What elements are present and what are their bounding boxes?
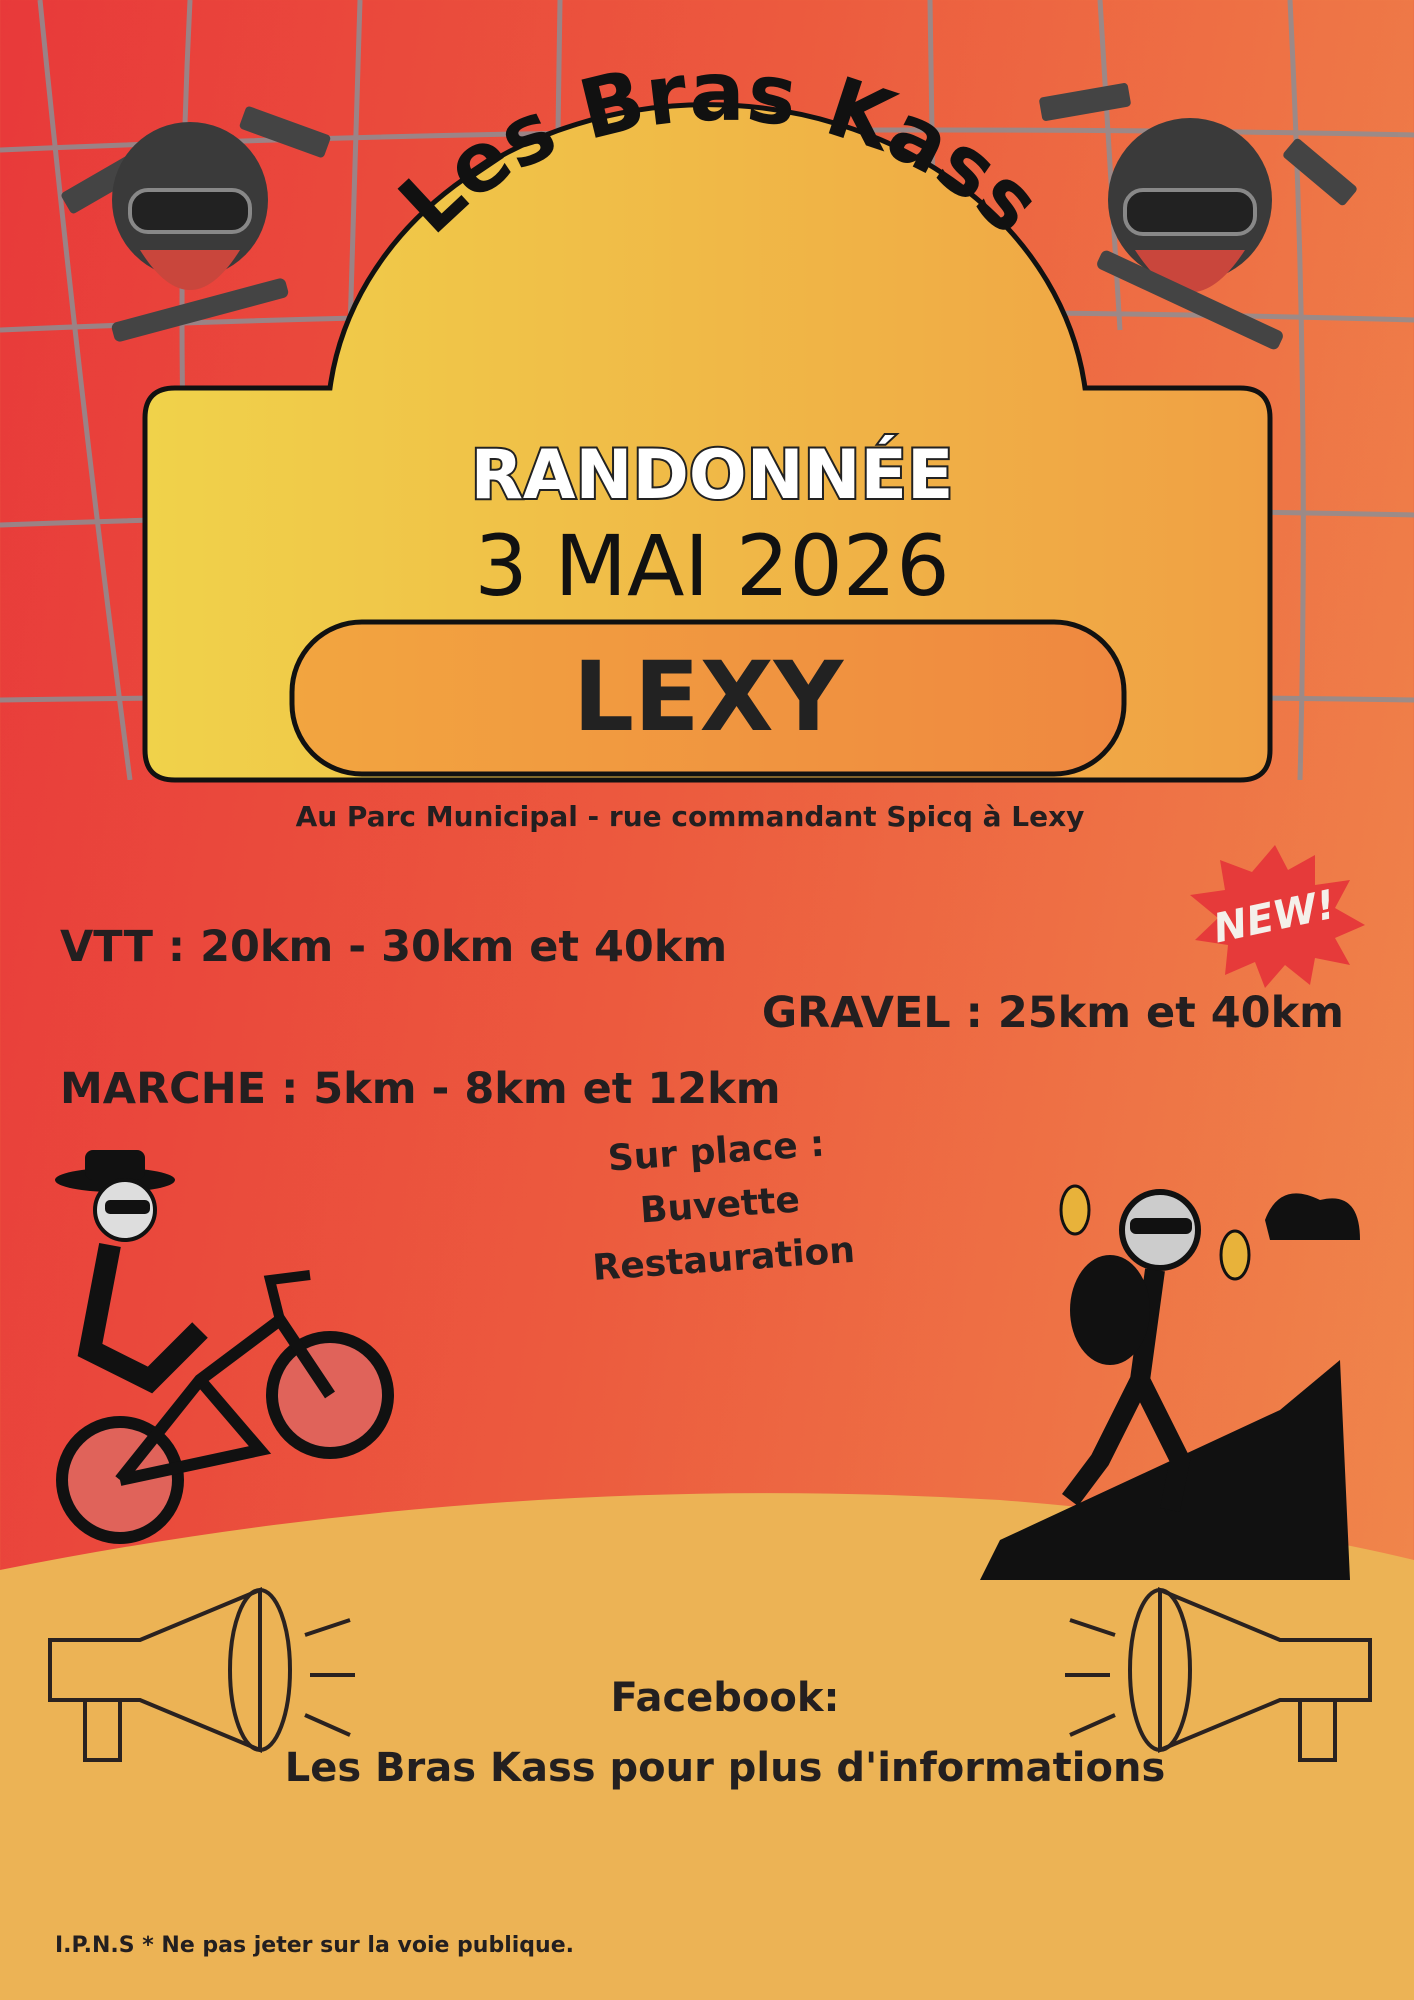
contact-text: Les Bras Kass pour plus d'informations: [284, 1745, 1166, 1791]
footer-notice: I.P.N.S * Ne pas jeter sur la voie publique.: [55, 1933, 574, 1958]
on-site-item: Buvette: [638, 1179, 802, 1232]
event-town: LEXY: [572, 641, 844, 753]
skeleton-cyclist-illustration: [30, 1150, 410, 1550]
new-badge-text: NEW!: [1209, 881, 1340, 953]
event-date: 3 MAI 2026: [474, 517, 950, 615]
event-address: Au Parc Municipal - rue commandant Spicq à Lexy: [295, 800, 1085, 833]
on-site-item: Restauration: [591, 1229, 857, 1289]
on-site-title: Sur place :: [606, 1123, 826, 1180]
route-gravel: GRAVEL : 25km et 40km: [761, 988, 1344, 1038]
event-type: RANDONNÉE: [470, 436, 954, 515]
skeleton-hiker-illustration: [980, 1160, 1380, 1580]
route-vtt: VTT : 20km - 30km et 40km: [60, 922, 728, 972]
contact-label: Facebook:: [610, 1675, 840, 1721]
club-name-arched: Les Bras Kass: [381, 44, 1059, 253]
route-marche: MARCHE : 5km - 8km et 12km: [60, 1064, 781, 1114]
